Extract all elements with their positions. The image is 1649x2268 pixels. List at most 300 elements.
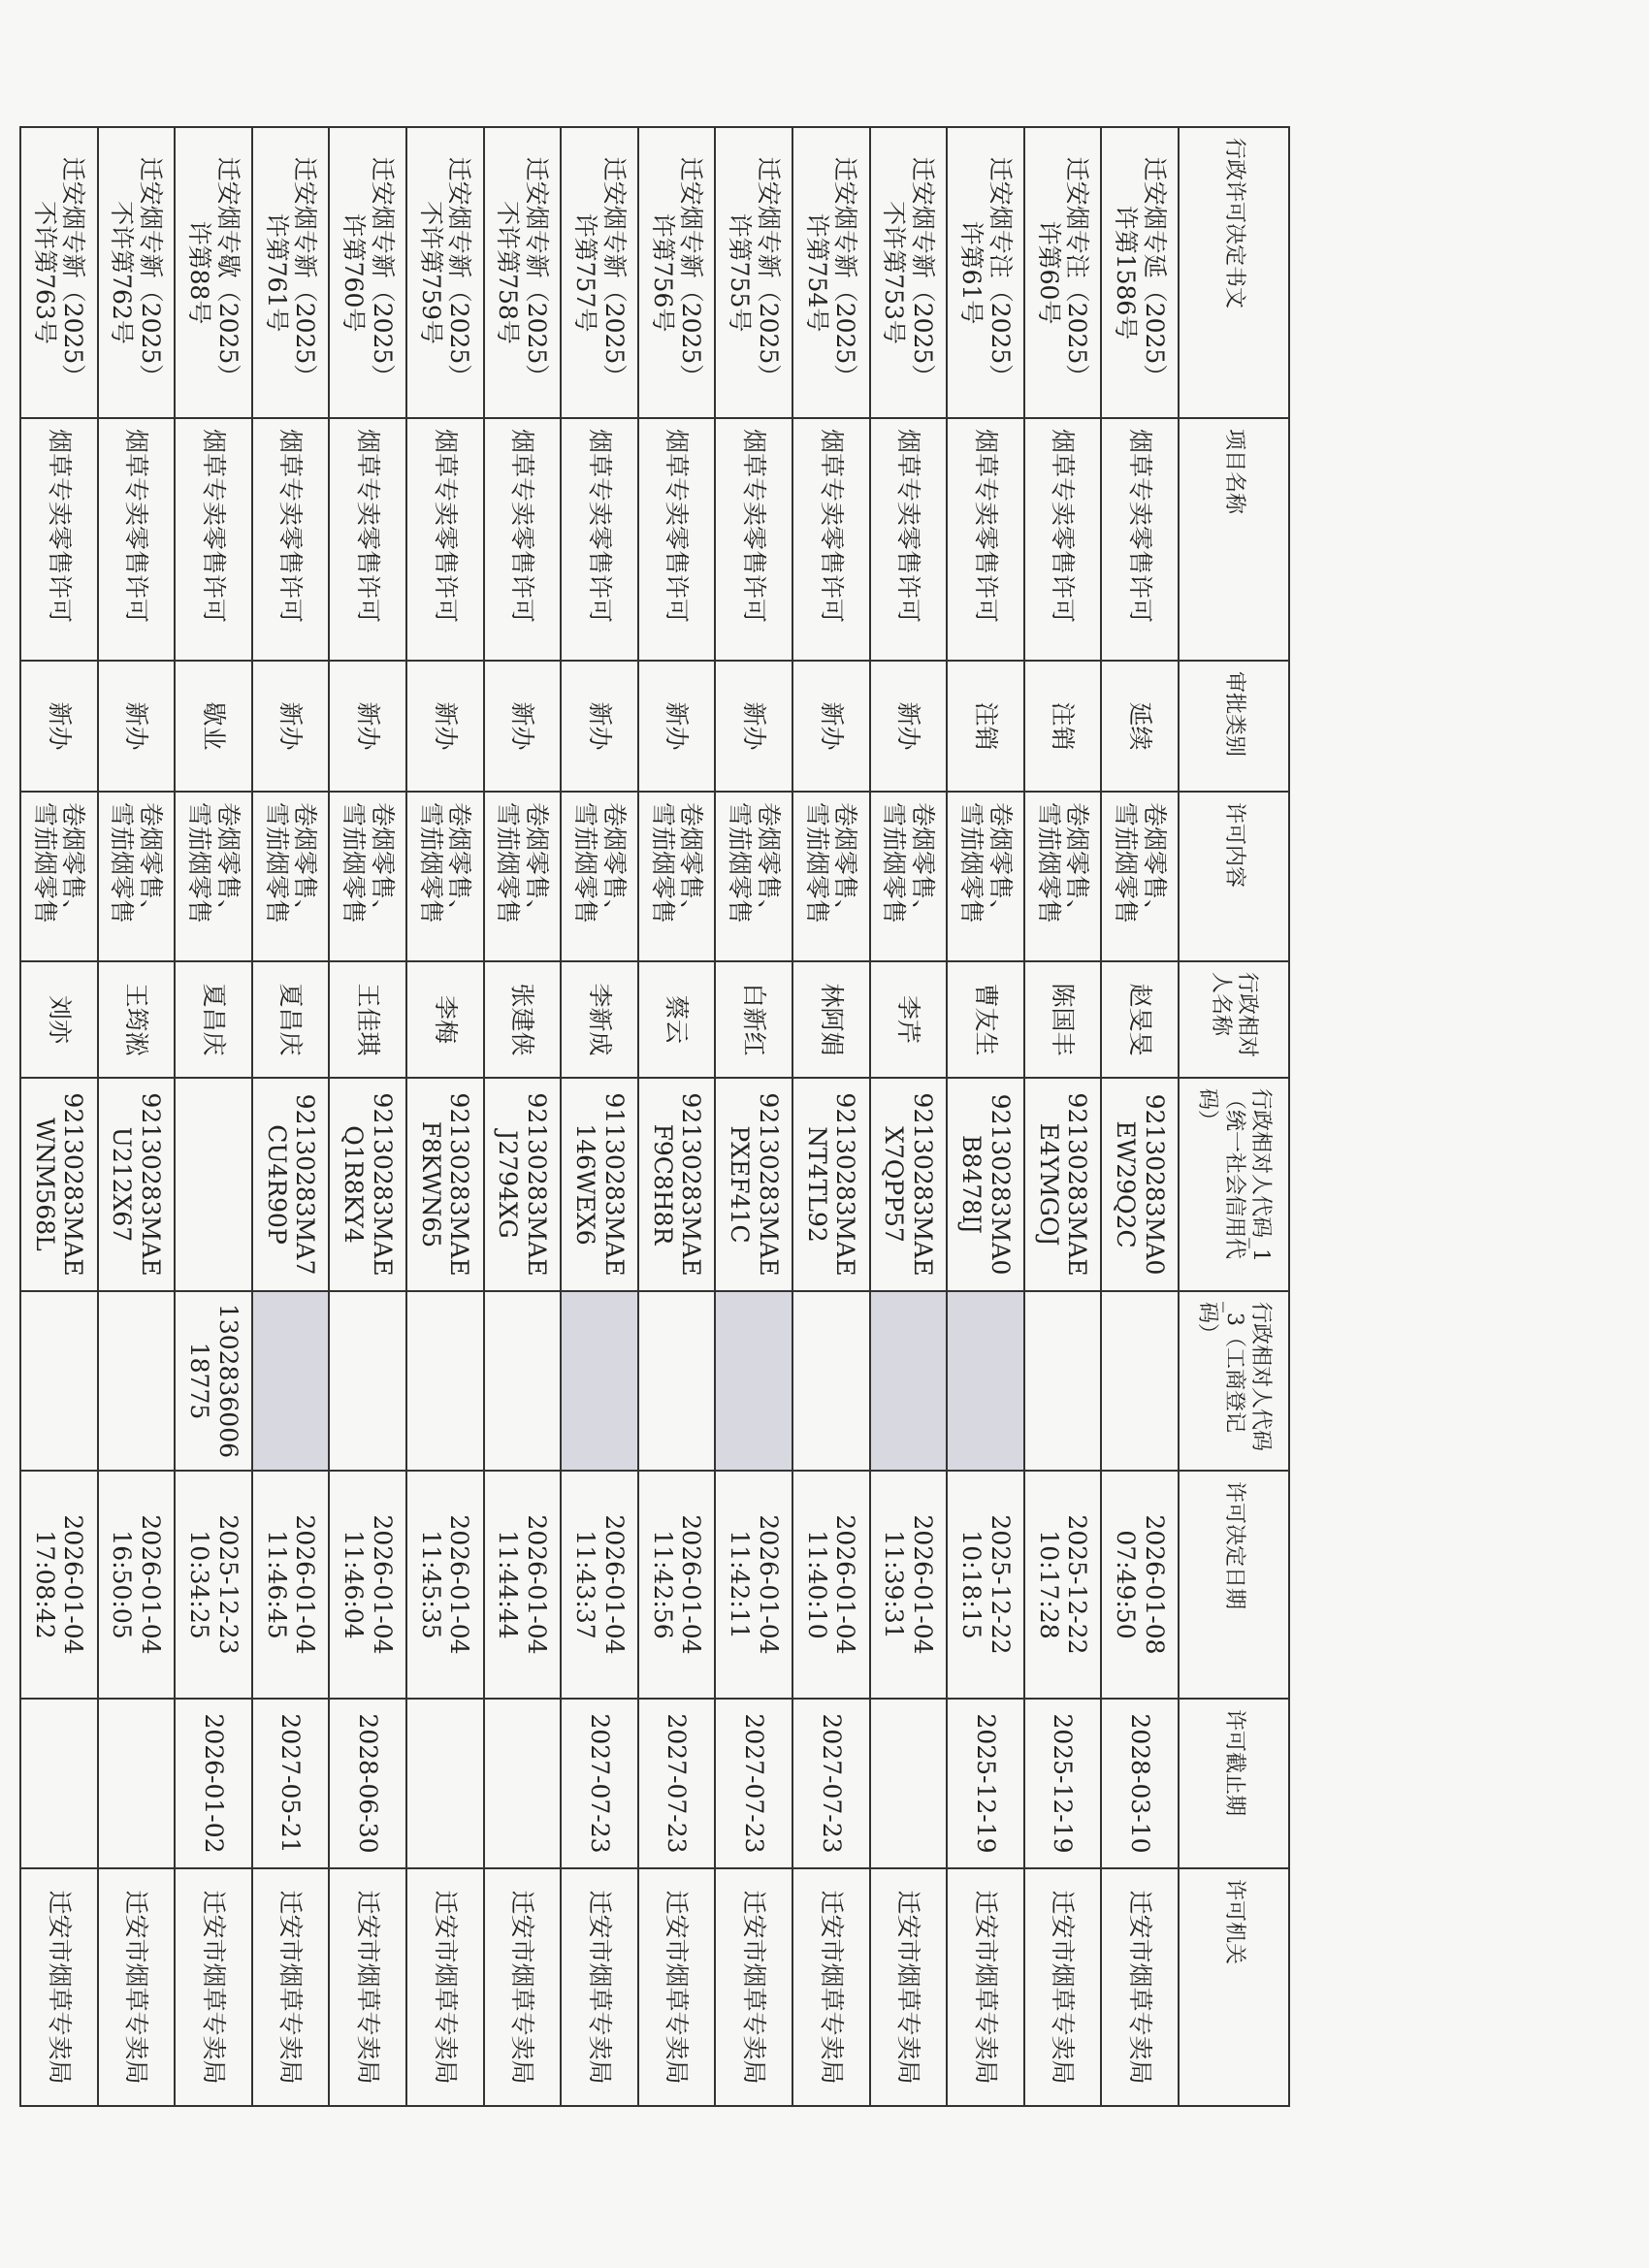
category-cell <box>252 661 330 792</box>
authority-cell <box>98 1868 176 2106</box>
authority-cell <box>792 1868 870 2106</box>
project-cell <box>175 418 252 661</box>
project-cell-text: 烟草专卖零售许可 <box>971 429 1000 624</box>
header-reg-code: 行政相对人代码_3（工商登记码） <box>1179 1291 1289 1471</box>
project-cell <box>792 418 870 661</box>
project-cell <box>406 418 484 661</box>
content-cell <box>870 792 948 961</box>
name-cell <box>20 961 98 1078</box>
expiry-cell-text: 2026-01-02 <box>199 1713 228 1854</box>
name-cell-text: 刘亦 <box>45 994 74 1044</box>
credit-code-cell <box>561 1078 638 1291</box>
project-cell <box>715 418 792 661</box>
category-cell-text: 歇业 <box>199 701 228 751</box>
table-row <box>870 127 948 2106</box>
doc-no-cell-text: 迁安烟专注（2025） 许第61号 <box>957 156 1015 389</box>
decision-date-cell <box>175 1471 252 1699</box>
name-cell-text: 夏昌庆 <box>276 983 306 1056</box>
doc-no-cell-text: 迁安烟专新（2025） 许第761号 <box>262 156 320 389</box>
project-cell-text: 烟草专卖零售许可 <box>663 429 692 624</box>
reg-code-cell <box>329 1291 406 1471</box>
authority-cell-text: 迁安市烟草专卖局 <box>431 1890 460 2085</box>
category-cell-text: 新办 <box>122 701 151 751</box>
credit-code-cell-text: 92130283MAE Q1R8KY4 <box>340 1092 397 1277</box>
expiry-cell <box>20 1699 98 1868</box>
name-cell <box>484 961 562 1078</box>
doc-no-cell <box>1101 127 1179 418</box>
table-row <box>20 127 98 2106</box>
content-cell-text: 卷烟零售、 雪茄烟零售 <box>880 802 937 924</box>
content-cell-text: 卷烟零售、 雪茄烟零售 <box>1034 802 1092 924</box>
name-cell <box>561 961 638 1078</box>
header-expiry: 许可截止期 <box>1179 1699 1289 1868</box>
decision-date-cell <box>1101 1471 1179 1699</box>
credit-code-cell-text: 92130283MAE U212X67 <box>108 1092 165 1277</box>
decision-date-cell-text: 2026-01-04 11:40:10 <box>802 1514 860 1655</box>
expiry-cell <box>792 1699 870 1868</box>
credit-code-cell <box>406 1078 484 1291</box>
category-cell <box>98 661 176 792</box>
table-row <box>792 127 870 2106</box>
name-cell-text: 陈国丰 <box>1049 983 1078 1056</box>
credit-code-cell <box>329 1078 406 1291</box>
reg-code-cell <box>792 1291 870 1471</box>
content-cell <box>1024 792 1102 961</box>
expiry-cell <box>175 1699 252 1868</box>
credit-code-cell-text: 92130283MAE J2794XG <box>494 1092 551 1277</box>
reg-code-cell <box>561 1291 638 1471</box>
authority-cell <box>406 1868 484 2106</box>
expiry-cell <box>98 1699 176 1868</box>
authority-cell-text: 迁安市烟草专卖局 <box>1125 1890 1154 2085</box>
name-cell <box>406 961 484 1078</box>
rotated-page <box>19 126 1290 2105</box>
decision-date-cell <box>715 1471 792 1699</box>
content-cell <box>252 792 330 961</box>
expiry-cell <box>406 1699 484 1868</box>
content-cell-text: 卷烟零售、 雪茄烟零售 <box>648 802 706 924</box>
doc-no-cell-text: 迁安烟专注（2025） 许第60号 <box>1034 156 1092 389</box>
name-cell-text: 李芹 <box>894 994 923 1044</box>
credit-code-cell-text: 92130283MAE WNM568L <box>30 1092 88 1277</box>
expiry-cell-text: 2027-07-23 <box>817 1713 846 1854</box>
project-cell-text: 烟草专卖零售许可 <box>1125 429 1154 624</box>
decision-date-cell-text: 2026-01-04 11:46:45 <box>262 1514 320 1655</box>
decision-date-cell-text: 2025-12-22 10:17:28 <box>1034 1514 1092 1655</box>
reg-code-cell <box>715 1291 792 1471</box>
name-cell-text: 林阿娟 <box>817 983 846 1056</box>
doc-no-cell-text: 迁安烟专新（2025） 不许第758号 <box>494 156 551 389</box>
reg-code-cell <box>1101 1291 1179 1471</box>
doc-no-cell-text: 迁安烟专新（2025） 不许第762号 <box>108 156 165 389</box>
reg-code-cell <box>406 1291 484 1471</box>
decision-date-cell-text: 2026-01-04 11:42:11 <box>726 1514 783 1655</box>
doc-no-cell <box>1024 127 1102 418</box>
name-cell-text: 王筠淞 <box>122 983 151 1056</box>
authority-cell-text: 迁安市烟草专卖局 <box>663 1890 692 2085</box>
table-row <box>329 127 406 2106</box>
doc-no-cell-text: 迁安烟专新（2025） 许第757号 <box>571 156 629 389</box>
content-cell-text: 卷烟零售、 雪茄烟零售 <box>340 802 397 924</box>
credit-code-cell <box>252 1078 330 1291</box>
category-cell <box>1024 661 1102 792</box>
name-cell <box>947 961 1024 1078</box>
doc-no-cell-text: 迁安烟专新（2025） 许第754号 <box>802 156 860 389</box>
header-project: 项目名称 <box>1179 418 1289 661</box>
table-row <box>561 127 638 2106</box>
decision-date-cell <box>1024 1471 1102 1699</box>
decision-date-cell-text: 2026-01-08 07:49:50 <box>1112 1514 1169 1655</box>
authority-cell <box>175 1868 252 2106</box>
expiry-cell-text: 2028-03-10 <box>1125 1713 1154 1854</box>
decision-date-cell <box>792 1471 870 1699</box>
content-cell-text: 卷烟零售、 雪茄烟零售 <box>30 802 88 924</box>
project-cell <box>20 418 98 661</box>
license-table <box>19 126 1290 2107</box>
content-cell <box>638 792 716 961</box>
category-cell-text: 新办 <box>817 701 846 751</box>
category-cell <box>638 661 716 792</box>
authority-cell <box>561 1868 638 2106</box>
authority-cell <box>252 1868 330 2106</box>
content-cell-text: 卷烟零售、 雪茄烟零售 <box>802 802 860 924</box>
credit-code-cell-text: 91130283MAE 146WEX6 <box>571 1092 629 1277</box>
authority-cell-text: 迁安市烟草专卖局 <box>1049 1890 1078 2085</box>
credit-code-cell-text: 92130283MAE NT4TL92 <box>802 1092 860 1277</box>
expiry-cell-text: 2028-06-30 <box>354 1713 383 1854</box>
decision-date-cell-text: 2025-12-23 10:34:25 <box>185 1514 242 1655</box>
table-row <box>1101 127 1179 2106</box>
doc-no-cell <box>947 127 1024 418</box>
header-row <box>1179 127 1289 2106</box>
credit-code-cell <box>792 1078 870 1291</box>
credit-code-cell <box>715 1078 792 1291</box>
category-cell <box>870 661 948 792</box>
table-row <box>715 127 792 2106</box>
content-cell-text: 卷烟零售、 雪茄烟零售 <box>494 802 551 924</box>
category-cell <box>792 661 870 792</box>
category-cell <box>484 661 562 792</box>
content-cell <box>947 792 1024 961</box>
credit-code-cell-text: 92130283MAE X7QPP57 <box>880 1092 937 1277</box>
table-row <box>1024 127 1102 2106</box>
table-row <box>98 127 176 2106</box>
expiry-cell-text: 2027-07-23 <box>739 1713 768 1854</box>
category-cell-text: 新办 <box>508 701 537 751</box>
decision-date-cell-text: 2026-01-04 11:39:31 <box>880 1514 937 1655</box>
authority-cell <box>947 1868 1024 2106</box>
decision-date-cell <box>98 1471 176 1699</box>
category-cell-text: 注销 <box>971 701 1000 751</box>
reg-code-cell <box>484 1291 562 1471</box>
project-cell-text: 烟草专卖零售许可 <box>276 429 306 624</box>
content-cell <box>98 792 176 961</box>
credit-code-cell <box>98 1078 176 1291</box>
expiry-cell <box>484 1699 562 1868</box>
header-name: 行政相对人名称 <box>1179 961 1289 1078</box>
name-cell-text: 夏昌庆 <box>199 983 228 1056</box>
authority-cell-text: 迁安市烟草专卖局 <box>508 1890 537 2085</box>
category-cell-text: 新办 <box>739 701 768 751</box>
header-credit-code: 行政相对人代码_1（统一社会信用代码） <box>1179 1078 1289 1291</box>
name-cell <box>98 961 176 1078</box>
category-cell <box>175 661 252 792</box>
decision-date-cell-text: 2026-01-04 17:08:42 <box>30 1514 88 1655</box>
doc-no-cell <box>406 127 484 418</box>
doc-no-cell <box>252 127 330 418</box>
content-cell <box>561 792 638 961</box>
project-cell <box>1101 418 1179 661</box>
authority-cell-text: 迁安市烟草专卖局 <box>45 1890 74 2085</box>
table-row <box>406 127 484 2106</box>
category-cell-text: 延续 <box>1125 701 1154 751</box>
project-cell-text: 烟草专卖零售许可 <box>739 429 768 624</box>
project-cell-text: 烟草专卖零售许可 <box>199 429 228 624</box>
credit-code-cell-text: 92130283MAE E4YMGOJ <box>1034 1092 1092 1277</box>
doc-no-cell-text: 迁安烟专歇（2025） 许第88号 <box>185 156 242 389</box>
project-cell <box>947 418 1024 661</box>
doc-no-cell-text: 迁安烟专新（2025） 不许第759号 <box>416 156 474 389</box>
project-cell-text: 烟草专卖零售许可 <box>354 429 383 624</box>
doc-no-cell <box>870 127 948 418</box>
credit-code-cell-text: 92130283MAE F9C8H8R <box>648 1092 706 1277</box>
name-cell-text: 赵旻旻 <box>1125 983 1154 1056</box>
authority-cell <box>870 1868 948 2106</box>
category-cell <box>715 661 792 792</box>
content-cell-text: 卷烟零售、 雪茄烟零售 <box>416 802 474 924</box>
decision-date-cell <box>947 1471 1024 1699</box>
category-cell <box>561 661 638 792</box>
authority-cell <box>329 1868 406 2106</box>
decision-date-cell <box>484 1471 562 1699</box>
category-cell-text: 新办 <box>354 701 383 751</box>
category-cell <box>20 661 98 792</box>
category-cell <box>1101 661 1179 792</box>
content-cell-text: 卷烟零售、 雪茄烟零售 <box>185 802 242 924</box>
project-cell-text: 烟草专卖零售许可 <box>508 429 537 624</box>
project-cell-text: 烟草专卖零售许可 <box>585 429 614 624</box>
authority-cell <box>484 1868 562 2106</box>
credit-code-cell <box>1024 1078 1102 1291</box>
doc-no-cell-text: 迁安烟专新（2025） 不许第763号 <box>30 156 88 389</box>
content-cell <box>20 792 98 961</box>
expiry-cell <box>638 1699 716 1868</box>
name-cell <box>792 961 870 1078</box>
credit-code-cell <box>947 1078 1024 1291</box>
project-cell <box>484 418 562 661</box>
doc-no-cell <box>715 127 792 418</box>
header-authority: 许可机关 <box>1179 1868 1289 2106</box>
authority-cell <box>20 1868 98 2106</box>
project-cell <box>1024 418 1102 661</box>
credit-code-cell-text: 92130283MAE F8KWN65 <box>416 1092 474 1277</box>
decision-date-cell-text: 2026-01-04 11:42:56 <box>648 1514 706 1655</box>
name-cell <box>715 961 792 1078</box>
project-cell-text: 烟草专卖零售许可 <box>1049 429 1078 624</box>
credit-code-cell-text: 92130283MA7 CU4R90P <box>262 1093 320 1276</box>
expiry-cell <box>870 1699 948 1868</box>
project-cell <box>98 418 176 661</box>
category-cell-text: 注销 <box>1049 701 1078 751</box>
authority-cell <box>638 1868 716 2106</box>
project-cell <box>870 418 948 661</box>
doc-no-cell-text: 迁安烟专新（2025） 许第760号 <box>340 156 397 389</box>
project-cell-text: 烟草专卖零售许可 <box>45 429 74 624</box>
expiry-cell-text: 2027-07-23 <box>585 1713 614 1854</box>
reg-code-cell <box>252 1291 330 1471</box>
credit-code-cell <box>638 1078 716 1291</box>
doc-no-cell-text: 迁安烟专延（2025） 许第1586号 <box>1112 156 1169 389</box>
content-cell-text: 卷烟零售、 雪茄烟零售 <box>957 802 1015 924</box>
header-category: 审批类别 <box>1179 661 1289 792</box>
doc-no-cell <box>638 127 716 418</box>
project-cell <box>252 418 330 661</box>
content-cell <box>792 792 870 961</box>
decision-date-cell-text: 2026-01-04 16:50:05 <box>108 1514 165 1655</box>
credit-code-cell-text: 92130283MAE PXEF41C <box>726 1092 783 1277</box>
project-cell-text: 烟草专卖零售许可 <box>122 429 151 624</box>
authority-cell-text: 迁安市烟草专卖局 <box>199 1890 228 2085</box>
content-cell-text: 卷烟零售、 雪茄烟零售 <box>726 802 783 924</box>
category-cell <box>329 661 406 792</box>
category-cell <box>406 661 484 792</box>
decision-date-cell-text: 2026-01-04 11:43:37 <box>571 1514 629 1655</box>
name-cell <box>329 961 406 1078</box>
table-row <box>252 127 330 2106</box>
decision-date-cell <box>20 1471 98 1699</box>
name-cell <box>252 961 330 1078</box>
project-cell <box>329 418 406 661</box>
project-cell-text: 烟草专卖零售许可 <box>431 429 460 624</box>
name-cell-text: 白新红 <box>739 983 768 1056</box>
category-cell-text: 新办 <box>431 701 460 751</box>
reg-code-cell <box>175 1291 252 1471</box>
authority-cell-text: 迁安市烟草专卖局 <box>894 1890 923 2085</box>
expiry-cell <box>715 1699 792 1868</box>
authority-cell-text: 迁安市烟草专卖局 <box>739 1890 768 2085</box>
category-cell-text: 新办 <box>276 701 306 751</box>
category-cell-text: 新办 <box>585 701 614 751</box>
expiry-cell <box>1024 1699 1102 1868</box>
name-cell-text: 李新成 <box>585 983 614 1056</box>
reg-code-cell <box>1024 1291 1102 1471</box>
reg-code-cell <box>870 1291 948 1471</box>
decision-date-cell <box>406 1471 484 1699</box>
name-cell-text: 李梅 <box>431 994 460 1044</box>
decision-date-cell <box>329 1471 406 1699</box>
name-cell-text: 蔡云 <box>663 994 692 1044</box>
doc-no-cell <box>561 127 638 418</box>
doc-no-cell-text: 迁安烟专新（2025） 不许第753号 <box>880 156 937 389</box>
authority-cell <box>1101 1868 1179 2106</box>
expiry-cell-text: 2027-07-23 <box>663 1713 692 1854</box>
doc-no-cell <box>792 127 870 418</box>
doc-no-cell <box>20 127 98 418</box>
credit-code-cell-text: 92130283MA0 B8478IJ <box>957 1093 1015 1276</box>
authority-cell-text: 迁安市烟草专卖局 <box>817 1890 846 2085</box>
decision-date-cell <box>561 1471 638 1699</box>
expiry-cell <box>329 1699 406 1868</box>
credit-code-cell <box>1101 1078 1179 1291</box>
name-cell-text: 曹友生 <box>971 983 1000 1056</box>
decision-date-cell <box>252 1471 330 1699</box>
expiry-cell <box>947 1699 1024 1868</box>
authority-cell <box>1024 1868 1102 2106</box>
decision-date-cell-text: 2026-01-04 11:44:44 <box>494 1514 551 1655</box>
name-cell-text: 张建侠 <box>508 983 537 1056</box>
content-cell <box>175 792 252 961</box>
decision-date-cell <box>638 1471 716 1699</box>
doc-no-cell-text: 迁安烟专新（2025） 许第756号 <box>648 156 706 389</box>
reg-code-cell <box>98 1291 176 1471</box>
table-row <box>484 127 562 2106</box>
content-cell <box>329 792 406 961</box>
decision-date-cell-text: 2026-01-04 11:45:35 <box>416 1514 474 1655</box>
authority-cell-text: 迁安市烟草专卖局 <box>276 1890 306 2085</box>
table-body <box>20 127 1179 2106</box>
doc-no-cell <box>98 127 176 418</box>
reg-code-cell <box>20 1291 98 1471</box>
authority-cell-text: 迁安市烟草专卖局 <box>354 1890 383 2085</box>
doc-no-cell <box>175 127 252 418</box>
header-decision-date: 许可决定日期 <box>1179 1471 1289 1699</box>
doc-no-cell <box>484 127 562 418</box>
project-cell <box>561 418 638 661</box>
expiry-cell <box>1101 1699 1179 1868</box>
category-cell-text: 新办 <box>894 701 923 751</box>
expiry-cell-text: 2027-05-21 <box>276 1713 306 1854</box>
project-cell-text: 烟草专卖零售许可 <box>817 429 846 624</box>
name-cell <box>1101 961 1179 1078</box>
category-cell <box>947 661 1024 792</box>
category-cell-text: 新办 <box>45 701 74 751</box>
expiry-cell-text: 2025-12-19 <box>1049 1713 1078 1854</box>
authority-cell-text: 迁安市烟草专卖局 <box>122 1890 151 2085</box>
doc-no-cell <box>329 127 406 418</box>
header-content: 许可内容 <box>1179 792 1289 961</box>
expiry-cell-text: 2025-12-19 <box>971 1713 1000 1854</box>
authority-cell-text: 迁安市烟草专卖局 <box>971 1890 1000 2085</box>
table-row <box>947 127 1024 2106</box>
category-cell-text: 新办 <box>663 701 692 751</box>
project-cell <box>638 418 716 661</box>
name-cell-text: 王佳琪 <box>354 983 383 1056</box>
table-row <box>638 127 716 2106</box>
expiry-cell <box>252 1699 330 1868</box>
credit-code-cell-text: 92130283MA0 EW29Q2C <box>1112 1093 1169 1276</box>
reg-code-cell <box>947 1291 1024 1471</box>
reg-code-cell-text: 1302836006 18775 <box>185 1303 242 1459</box>
credit-code-cell <box>870 1078 948 1291</box>
content-cell <box>406 792 484 961</box>
expiry-cell <box>561 1699 638 1868</box>
content-cell <box>715 792 792 961</box>
name-cell <box>175 961 252 1078</box>
content-cell-text: 卷烟零售、 雪茄烟零售 <box>1112 802 1169 924</box>
decision-date-cell-text: 2026-01-04 11:46:04 <box>340 1514 397 1655</box>
table-row <box>175 127 252 2106</box>
name-cell <box>1024 961 1102 1078</box>
content-cell <box>1101 792 1179 961</box>
decision-date-cell <box>870 1471 948 1699</box>
doc-no-cell-text: 迁安烟专新（2025） 许第755号 <box>726 156 783 389</box>
name-cell <box>870 961 948 1078</box>
decision-date-cell-text: 2025-12-22 10:18:15 <box>957 1514 1015 1655</box>
project-cell-text: 烟草专卖零售许可 <box>894 429 923 624</box>
authority-cell <box>715 1868 792 2106</box>
reg-code-cell <box>638 1291 716 1471</box>
content-cell-text: 卷烟零售、 雪茄烟零售 <box>262 802 320 924</box>
